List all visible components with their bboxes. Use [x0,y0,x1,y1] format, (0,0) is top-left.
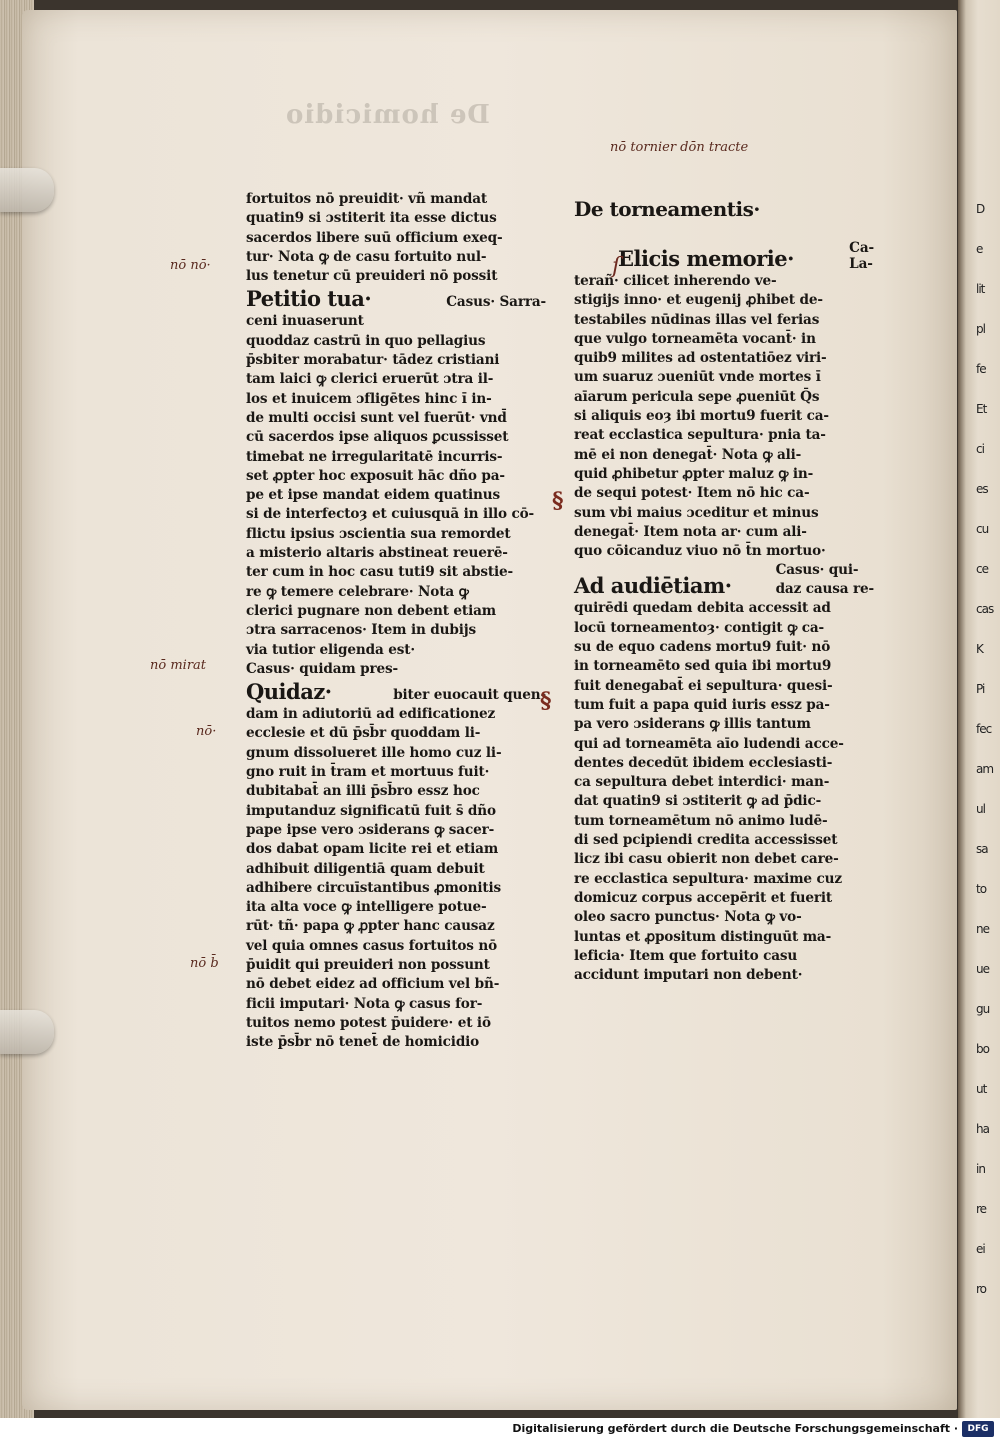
text-line: adhibuit diligentiā quam debuit [246,860,485,877]
adjacent-page-fragment: sa [976,842,988,856]
adjacent-page-fragment: K [976,642,983,656]
text-line: um suaruz ɔueniūt vnde mortes ı̄ [574,369,821,386]
adjacent-page-fragment: bo [976,1042,989,1056]
section-heading: Quidaz· [246,679,332,705]
adjacent-page-fragment: to [976,882,987,896]
text-line: si aliquis eoȝ ibi mortu9 fuerit ca- [574,408,829,425]
section-heading-continuation: La- [849,256,873,272]
text-line: ecclesie et dū p̄sb̄r quoddam li- [246,725,481,742]
adjacent-page-fragment: e [976,242,983,256]
text-line: terañ· cilicet inherendo ve- [574,273,777,289]
text-line: leficia· Item que fortuito casu [574,947,798,964]
section-heading-continuation: daz causa re- [775,581,874,598]
text-line: tum torneamētum nō animo ludē- [574,812,828,829]
adjacent-page-fragment: Et [976,402,987,416]
text-line: tum fuit a papa quid iuris essz pa- [574,696,830,713]
text-line: rūt· tñ· papa ꝙ ꝓpter hanc causaz [246,918,495,935]
text-line: locū torneamentoȝ· contigit ꝙ ca- [574,619,825,636]
adjacent-page-fragment: ul [976,802,985,816]
text-line: tuitos nemo potest p̄uidere· et iō [246,1014,491,1031]
text-line: denegat̄· Item nota ar· cum ali- [574,523,807,540]
text-line: dam in adiutoriū ad edificationez [246,706,496,723]
text-line: dat quatin9 si ɔstiterit ꝙ ad p̄dic- [574,793,822,810]
handwritten-header-note: nō tornier dōn tracte [610,140,749,155]
adjacent-page-fragment: Pi [976,682,985,696]
section-heading: Petitio tua· [246,286,372,312]
text-line: pe et ipse mandat eidem quatinus [246,487,500,504]
margin-note: nō b̄ [190,956,219,971]
text-line: luntas et ꝓpositum distinguūt ma- [574,928,832,945]
adjacent-page-fragment: lit [976,282,985,296]
rubric-flourish: § [552,488,564,514]
text-line: a misterio altaris abstineat reuerē- [246,545,508,562]
adjacent-page-fragment: am [976,762,994,776]
text-line: Casus· quidam pres- [246,660,399,677]
adjacent-page-fragment: D [976,202,985,216]
text-line: tur· Nota ꝙ de casu fortuito nul- [246,248,487,265]
section-heading-continuation: Casus· qui- [775,562,859,579]
text-line: clerici pugnare non debent etiam [246,602,496,619]
adjacent-page-fragment: pl [976,322,985,336]
text-line: lus tenetur cū preuideri nō possit [246,268,498,285]
adjacent-page-fragment: cas [976,602,994,616]
text-line: imputanduz significatū fuit s̄ dño [246,802,496,819]
text-line: quirēdi quedam debita accessit ad [574,600,831,617]
text-line: re ꝙ temere celebrare· Nota ꝙ [246,583,469,600]
text-line: iste p̄sb̄r nō tenet̄ de homicidio [246,1034,480,1051]
adjacent-page-fragment: ue [976,962,989,976]
text-line: ter cum in hoc casu tuti9 sit abstie- [246,564,513,581]
section-heading: Elicis memorie· [618,246,794,271]
text-line: ceni inuaserunt [246,313,364,330]
text-line: tam laici ꝙ clerici eruerūt ɔtra il- [246,371,494,388]
text-line: quoddaz castrū in quo pellagius [246,332,486,349]
margin-note: nō mirat [150,658,207,673]
adjacent-page-fragment: ce [976,562,988,576]
text-line: timebat ne irregularitatē incurris- [246,448,503,465]
text-line: gno ruit in t̄ram et mortuus fuit· [246,764,490,781]
adjacent-page-fragment: cu [976,522,989,536]
text-line: vel quia omnes casus fortuitos nō [246,937,498,954]
text-line: mē ei non denegat̄· Nota ꝙ ali- [574,446,802,463]
text-line: re ecclastica sepultura· maxime cuz [574,870,842,887]
text-line: set ꝓpter hoc exposuit hāc dño pa- [246,467,505,484]
text-line: quib9 milites ad ostentatiōez viri- [574,350,827,367]
page-clip-bottom [0,1010,54,1054]
text-line: ita alta voce ꝙ intelligere potue- [246,899,487,916]
text-line: nō debet eidez ad officium vel bñ- [246,976,500,993]
text-line: dos dabat opam licite rei et etiam [246,841,499,858]
text-line: su de equo cadens mortu9 fuit· nō [574,639,831,656]
text-line: accidunt imputari non debent· [574,967,803,984]
section-heading: Ad audiētiam· [574,573,732,599]
adjacent-page-fragment: ne [976,922,989,936]
rubric-initial-mark: ſ [612,254,621,279]
text-line: adhibere circuīstantibus ꝓmonitis [246,879,501,896]
text-line: pape ipse vero ɔsiderans ꝙ sacer- [246,821,495,838]
text-line: quatin9 si ɔstiterit ita esse dictus [246,210,497,227]
adjacent-page-fragment: in [976,1162,985,1176]
text-line: quo cōicanduz viuo nō t̄n mortuo· [574,543,826,560]
text-line: testabiles nūdinas illas vel ferias [574,311,820,328]
adjacent-page-fragment: re [976,1202,987,1216]
funding-credit: Digitalisierung gefördert durch die Deutsche Forschungsgemeinschaft · [512,1422,958,1435]
margin-note: nō nō· [170,258,211,273]
adjacent-page-fragment: ha [976,1122,989,1136]
footer-bar [0,1418,1000,1440]
right-column [574,196,874,985]
text-line: quid ꝓhibetur ꝓpter maluz ꝙ in- [574,465,814,482]
chapter-title: De torneamentis· [574,197,760,221]
text-line: fuit denegabat̄ ei sepultura· quesi- [574,677,833,694]
text-line: sacerdos libere suū officium exeq- [246,229,503,246]
text-line: ca sepultura debet interdici· man- [574,774,830,791]
text-line: flictu ipsius ɔscientia sua remordet [246,525,511,542]
text-line: sum vbi maius ɔceditur et minus [574,504,819,521]
adjacent-page-fragment: fe [976,362,986,376]
text-line: qui ad torneamēta aīo ludendi acce- [574,735,844,752]
section-heading-continuation: biter euocauit quen- [393,686,546,703]
text-line: dentes decedūt ibidem ecclesiasti- [574,754,833,771]
text-line: si de interfectoȝ et cuiusquā in illo cō- [246,506,535,523]
text-line: via tutior eligenda est· [246,641,415,658]
section-heading-continuation: Casus· Sarra- [446,294,546,311]
text-line: gnum dissolueret ille homo cuz li- [246,744,502,761]
text-line: di sed pcipiendi credita accessisset [574,832,838,849]
adjacent-page-fragment: ci [976,442,984,456]
text-line: stigijs inno· et eugenij ꝓhibet de- [574,292,823,309]
section-petitio [246,286,546,312]
text-line: ɔtra sarracenos· Item in dubijs [246,622,477,639]
text-line: de sequi potest· Item nō hic ca- [574,485,810,502]
rubric-flourish: § [540,688,552,714]
page-clip-top [0,168,54,212]
text-line: fortuitos nō preuidit· vñ mandat [246,191,487,207]
adjacent-page-fragment: gu [976,1002,990,1016]
adjacent-page-fragment: ei [976,1242,985,1256]
text-line: que vulgo torneamēta vocant̄· in [574,330,816,347]
text-line: p̄sbiter morabatur· tādez cristiani [246,352,500,369]
bleed-through-title: De homicidio [285,100,490,130]
text-line: dubitabat̄ an illi p̄sb̄ro essz hoc [246,783,480,800]
section-heading-continuation: Ca- [849,240,874,256]
text-line: ficii imputari· Nota ꝙ casus for- [246,995,483,1012]
adjacent-page-fragment: ut [976,1082,987,1096]
text-line: pa vero ɔsiderans ꝙ illis tantum [574,716,811,733]
adjacent-page-fragment: es [976,482,988,496]
section-felicis [618,240,874,272]
section-ad-audientiam [574,561,874,599]
text-line: oleo sacro punctus· Nota ꝙ vo- [574,909,802,926]
left-column [246,190,546,1052]
adjacent-page [958,0,1000,1418]
text-line: reat ecclastica sepultura· pnia ta- [574,427,826,444]
adjacent-page-fragment: ro [976,1282,987,1296]
section-quidaz [246,679,546,705]
text-line: in torneamēto sed quia ibi mortu9 [574,658,832,675]
text-line: p̄uidit qui preuideri non possunt [246,956,490,973]
text-line: aīarum pericula sepe ꝓueniūt Q̄s [574,388,820,405]
text-line: cū sacerdos ipse aliquos ꝑcussisset [246,429,509,446]
margin-note: nō· [196,724,217,739]
text-line: los et inuicem ɔfligētes hinc ı̄ in- [246,390,492,407]
adjacent-page-fragment: fec [976,722,992,736]
text-line: licz ibi casu obierit non debet care- [574,851,839,868]
text-line: domicuz corpus accepērit et fuerit [574,889,833,906]
text-line: de multi occisi sunt vel fuerūt· vnd̄ [246,409,507,426]
dfg-logo: DFG [962,1421,994,1437]
